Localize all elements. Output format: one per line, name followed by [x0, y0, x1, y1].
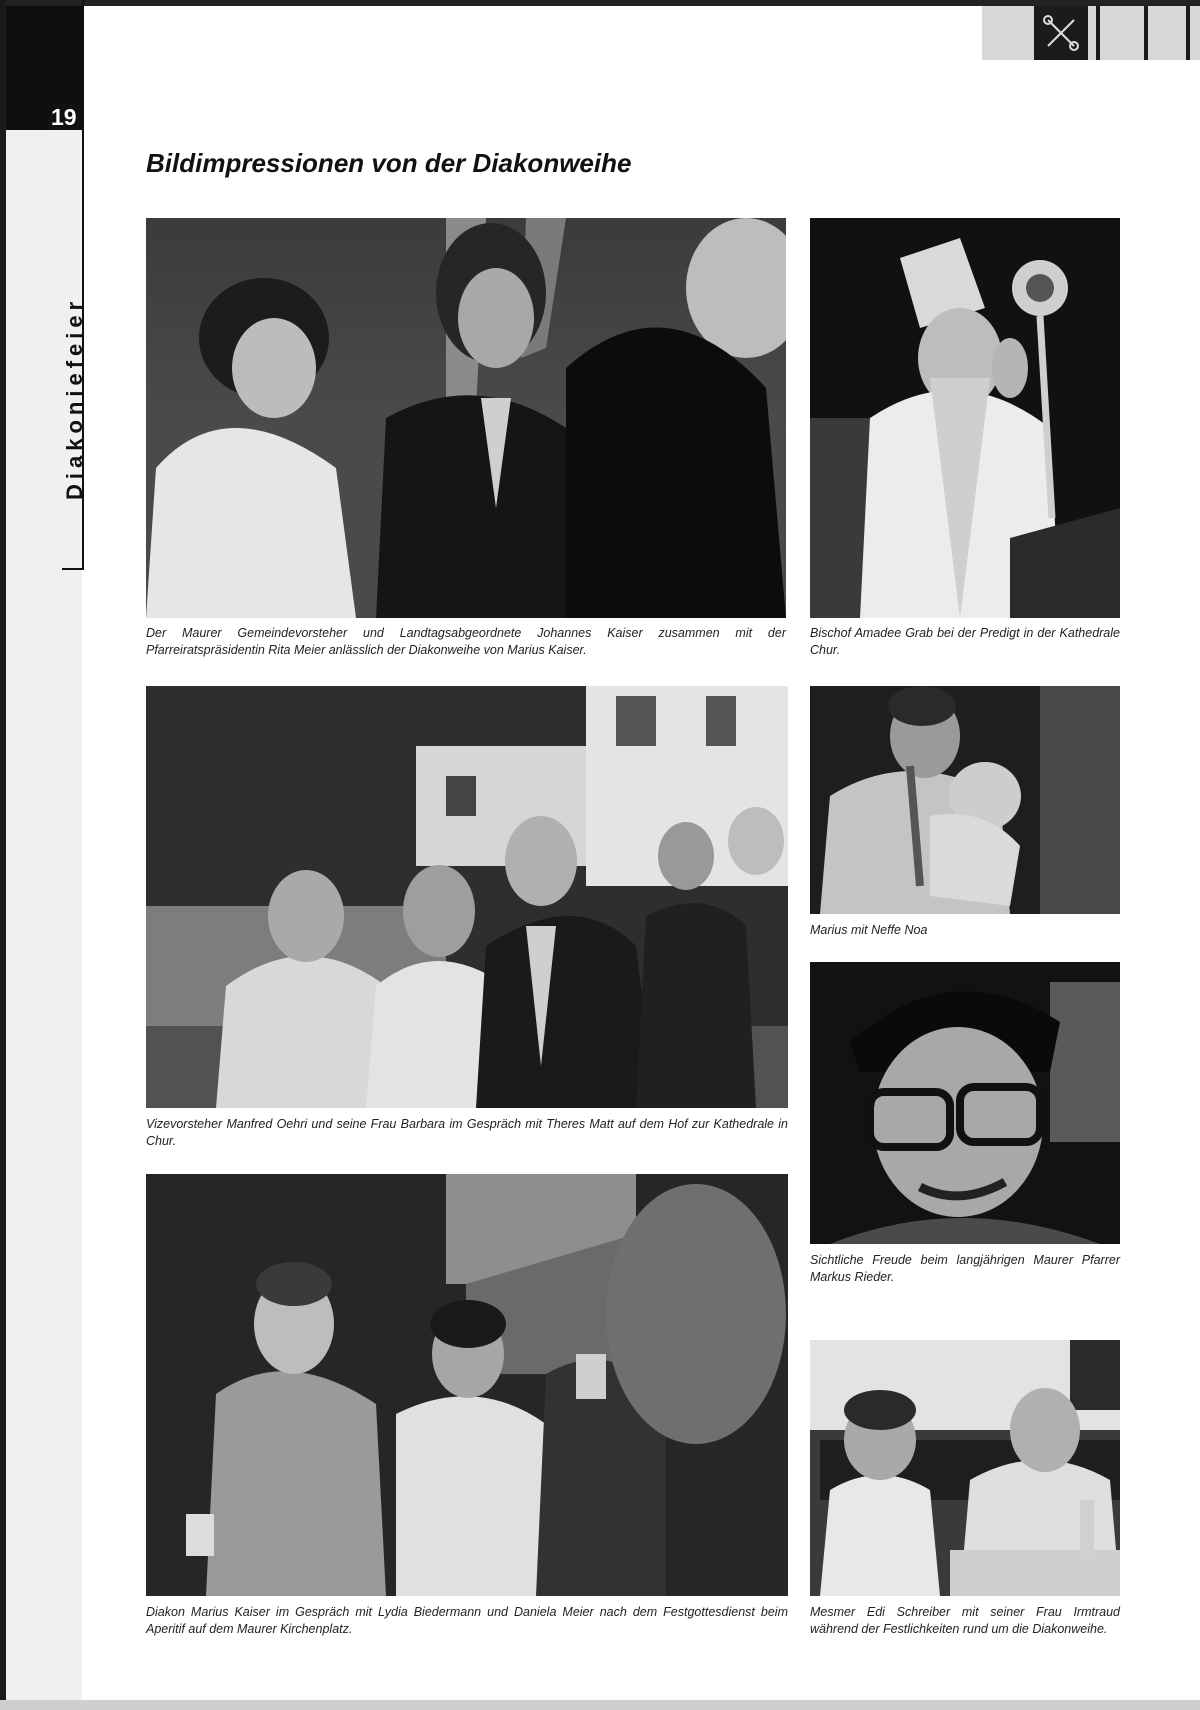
photo-caption: Vizevorsteher Manfred Oehri und seine Frau Barbara im Gespräch mit Theres Matt auf dem Hof zur Kathedrale in Chur.: [146, 1117, 788, 1148]
photo-bishop: [810, 218, 1120, 618]
photo-group: [146, 1174, 788, 1596]
margin-rule-foot: [62, 568, 84, 570]
header-bar: [1186, 6, 1190, 60]
section-label: Diakoniefeier: [62, 296, 87, 500]
margin-column: [0, 0, 82, 1710]
header-emblem-band: [982, 6, 1200, 60]
page-title: Bildimpressionen von der Diakonweihe: [146, 148, 632, 178]
header-bar: [1144, 6, 1148, 60]
scan-border-left: [0, 0, 6, 1710]
photo-caption: Diakon Marius Kaiser im Gespräch mit Lydia Biedermann und Daniela Meier nach dem Festgottesdienst beim Aperitif auf dem Maurer Kirchenplatz.: [146, 1605, 788, 1636]
photo-group: [146, 686, 788, 1108]
page-number: 19: [48, 104, 80, 130]
scan-border-bottom: [0, 1700, 1200, 1710]
keys-emblem-icon: [1034, 6, 1088, 60]
photo-caption: Mesmer Edi Schreiber mit seiner Frau Irmtraud während der Festlichkeiten rund um die Diakonweihe.: [810, 1605, 1120, 1636]
photo-portrait: [810, 962, 1120, 1244]
photo-caption: Der Maurer Gemeindevorsteher und Landtagsabgeordnete Johannes Kaiser zusammen mit der Pfarreiratspräsidentin Rita Meier anlässlich der Diakonweihe von Marius Kaiser.: [146, 626, 786, 657]
header-bar: [1096, 6, 1100, 60]
photo-caption: Marius mit Neffe Noa: [810, 923, 928, 937]
photo-portrait: [810, 686, 1120, 914]
photo-caption: Sichtliche Freude beim langjährigen Maurer Pfarrer Markus Rieder.: [810, 1253, 1120, 1284]
photo-group: [810, 1340, 1120, 1596]
photo-caption: Bischof Amadee Grab bei der Predigt in der Kathedrale Chur.: [810, 626, 1120, 657]
photo-group: [146, 218, 786, 618]
